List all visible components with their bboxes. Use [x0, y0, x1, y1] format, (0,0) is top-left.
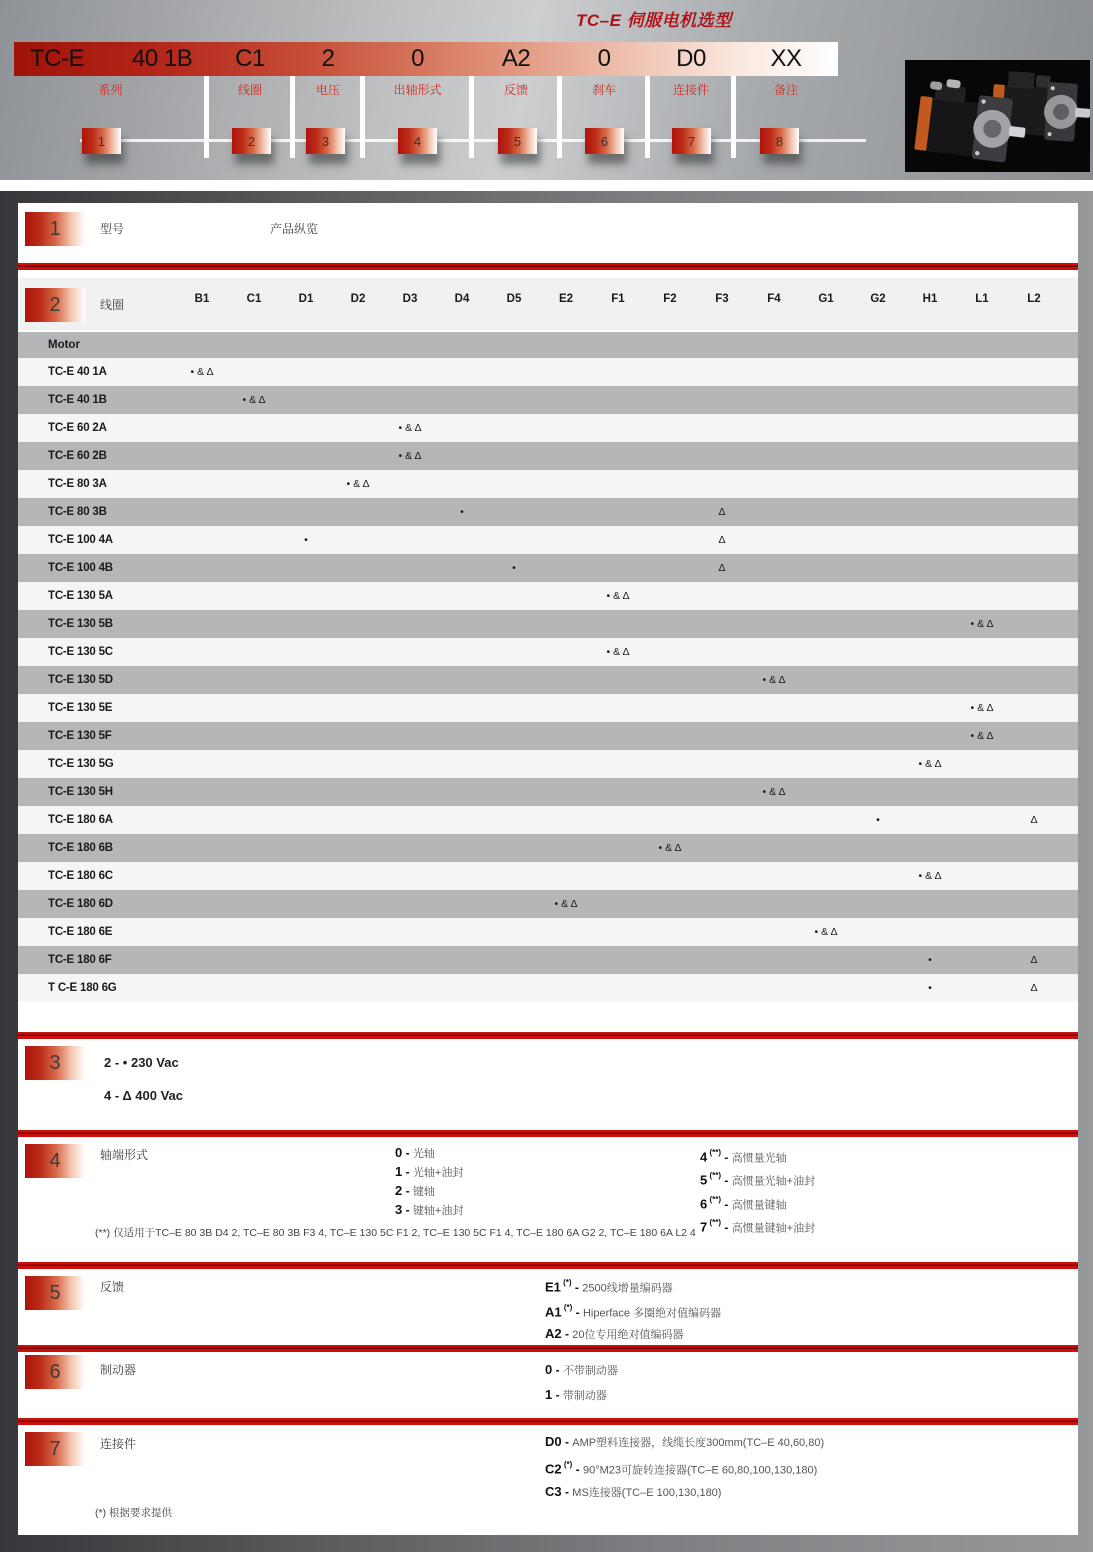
table-row — [18, 778, 1078, 806]
availability-mark-both: • & Δ — [190, 366, 214, 378]
coil-column-G1: G1 — [818, 293, 834, 305]
table-row — [18, 694, 1078, 722]
step-number-1: 1 — [82, 128, 121, 154]
segment-divider — [469, 76, 474, 158]
section-divider — [18, 1130, 1078, 1137]
model-segment-coil — [207, 42, 293, 76]
step-number-3: 3 — [306, 128, 345, 154]
label-coil: 线圈 — [237, 83, 262, 97]
motor-model-label: TC-E 180 6F — [48, 954, 112, 966]
segment-divider — [645, 76, 650, 158]
model-segment-connector — [648, 42, 734, 76]
segment-divider — [290, 76, 295, 158]
header-band — [0, 0, 1093, 180]
coil-columns — [18, 278, 1078, 330]
availability-mark-dot: • — [876, 814, 880, 826]
coil-column-F3: F3 — [715, 293, 729, 305]
motor-model-label: TC-E 40 1B — [48, 394, 107, 406]
connector-options — [545, 1431, 824, 1504]
model-code-bar — [14, 42, 838, 76]
coil-column-G2: G2 — [870, 293, 886, 305]
product-photo — [905, 60, 1090, 172]
availability-mark-both: • & Δ — [814, 926, 838, 938]
section-number-5: 5 — [25, 1276, 85, 1310]
feedback-code: A2 — [501, 45, 531, 72]
availability-mark-both: • & Δ — [762, 674, 786, 686]
model-segment-series — [14, 42, 207, 76]
availability-mark-both: • & Δ — [970, 702, 994, 714]
segment-divider — [731, 76, 736, 158]
option-4: 4 (**) - 高惯量光轴 — [700, 1148, 787, 1165]
motor-model-label: TC-E 80 3B — [48, 506, 107, 518]
motor-model-label: T C-E 180 6G — [48, 982, 117, 994]
motor-header-label: Motor — [48, 339, 80, 351]
option-1: 1 - 光轴+油封 — [395, 1164, 464, 1179]
table-row — [18, 834, 1078, 862]
motor-model-label: TC-E 130 5G — [48, 758, 114, 770]
table-row — [18, 750, 1078, 778]
option-2: 2 - 键轴 — [395, 1183, 435, 1198]
label-notes: 备注 — [773, 83, 798, 97]
option-1: 1 - 带制动器 — [545, 1387, 607, 1402]
availability-mark-both: • & Δ — [398, 422, 422, 434]
table-row — [18, 554, 1078, 582]
motor-model-label: TC-E 130 5A — [48, 590, 113, 602]
motor-model-label: TC-E 130 5B — [48, 618, 113, 630]
motor-model-label: TC-E 180 6E — [48, 926, 113, 938]
availability-mark-tri: Δ — [718, 534, 726, 546]
coil-column-F4: F4 — [767, 293, 781, 305]
model-segment-brake — [560, 42, 648, 76]
series-size-code: 40 1B — [132, 45, 193, 72]
coil-column-D2: D2 — [350, 293, 366, 305]
step-number-6: 6 — [585, 128, 624, 154]
table-row — [18, 890, 1078, 918]
availability-mark-both: • & Δ — [918, 758, 942, 770]
step-number-8: 8 — [760, 128, 799, 154]
availability-mark-dot: • — [928, 954, 932, 966]
brake-code: 0 — [597, 45, 611, 72]
divider-strip — [0, 180, 1093, 191]
motor-model-label: TC-E 100 4B — [48, 562, 113, 574]
coil-column-L1: L1 — [975, 293, 989, 305]
availability-mark-both: • & Δ — [398, 450, 422, 462]
label-voltage: 电压 — [315, 83, 340, 97]
shaft-footnote: (**) 仅适用于TC–E 80 3B D4 2, TC–E 80 3B F3 4, TC–E 130 5C F1 2, TC–E 130 5C F1 4, TC–E 180 6A G2 2, TC–E 180 6A L2 4 — [95, 1227, 696, 1239]
option-A2: A2 - 20位专用绝对值编码器 — [545, 1325, 684, 1341]
motor-model-label: TC-E 180 6B — [48, 842, 113, 854]
option-0: 0 - 不带制动器 — [545, 1362, 618, 1377]
section-label-feedback: 反馈 — [100, 1280, 125, 1294]
availability-mark-dot: • — [928, 982, 932, 994]
motor-model-label: TC-E 60 2B — [48, 450, 107, 462]
option-4: 4 - Δ 400 Vac — [104, 1088, 183, 1103]
motor-model-label: TC-E 130 5H — [48, 786, 113, 798]
table-row — [18, 498, 1078, 526]
notes-code: XX — [770, 45, 802, 72]
section-number-7: 7 — [25, 1432, 85, 1466]
table-row — [18, 722, 1078, 750]
table-row — [18, 918, 1078, 946]
segment-divider — [360, 76, 365, 158]
section-number-4: 4 — [25, 1144, 85, 1178]
table-row — [18, 526, 1078, 554]
option-D0: D0 - AMP塑料连接器，线缆长度300mm(TC–E 40,60,80) — [545, 1434, 825, 1449]
segment-divider — [557, 76, 562, 158]
coil-column-F2: F2 — [663, 293, 677, 305]
option-2: 2 - • 230 Vac — [104, 1055, 179, 1070]
model-segment-feedback — [472, 42, 560, 76]
option-E1: E1 (*) - 2500线增量编码器 — [545, 1278, 673, 1295]
table-row — [18, 582, 1078, 610]
table-row — [18, 442, 1078, 470]
table-row — [18, 862, 1078, 890]
option-6: 6 (**) - 高惯量键轴 — [700, 1194, 787, 1211]
availability-mark-both: • & Δ — [606, 590, 630, 602]
shaft-code: 0 — [411, 45, 424, 72]
availability-mark-both: • & Δ — [762, 786, 786, 798]
step-number-4: 4 — [398, 128, 437, 154]
table-row — [18, 610, 1078, 638]
motor-model-label: TC-E 180 6A — [48, 814, 113, 826]
motor-header-row — [18, 330, 1078, 358]
section-divider — [18, 263, 1078, 270]
shaft-options-right — [700, 1144, 815, 1237]
model-overview-text: 产品纵览 — [270, 222, 319, 236]
section-number-2: 2 — [25, 288, 85, 322]
availability-mark-dot: • — [460, 506, 464, 518]
coil-column-E2: E2 — [558, 293, 574, 305]
label-series: 系列 — [98, 83, 123, 97]
servo-motors-image — [905, 60, 1090, 172]
coil-column-F1: F1 — [611, 293, 625, 305]
motor-model-label: TC-E 100 4A — [48, 534, 113, 546]
motor-model-label: TC-E 60 2A — [48, 422, 107, 434]
label-shaft: 出轴形式 — [393, 83, 442, 97]
step-number-5: 5 — [498, 128, 537, 154]
availability-mark-tri: Δ — [1030, 814, 1038, 826]
horizontal-rule — [80, 139, 866, 142]
connector-footnote: (*) 根据要求提供 — [95, 1507, 172, 1519]
table-row — [18, 806, 1078, 834]
availability-mark-tri: Δ — [1030, 982, 1038, 994]
coil-column-D3: D3 — [402, 293, 418, 305]
availability-mark-both: • & Δ — [242, 394, 266, 406]
coil-column-H1: H1 — [922, 293, 938, 305]
motor-model-label: TC-E 130 5F — [48, 730, 112, 742]
section-number-3: 3 — [25, 1046, 85, 1080]
section-number-6: 6 — [25, 1355, 85, 1389]
motor-model-label: TC-E 130 5E — [48, 702, 113, 714]
availability-mark-dot: • — [304, 534, 308, 546]
availability-mark-both: • & Δ — [918, 870, 942, 882]
option-A1: A1 (*) - Hiperface 多圈绝对值编码器 — [545, 1303, 722, 1320]
section-number-1: 1 — [25, 212, 85, 246]
coil-column-L2: L2 — [1027, 293, 1041, 305]
content-panel — [18, 203, 1078, 1535]
table-row — [18, 386, 1078, 414]
motor-model-label: TC-E 40 1A — [48, 366, 107, 378]
label-connector: 连接件 — [672, 83, 709, 97]
model-segment-shaft — [363, 42, 472, 76]
table-row — [18, 974, 1078, 1002]
motor-model-label: TC-E 80 3A — [48, 478, 107, 490]
table-row — [18, 666, 1078, 694]
connector-code: D0 — [676, 45, 706, 72]
section-label-connector: 连接件 — [100, 1437, 137, 1451]
section-divider — [18, 1345, 1078, 1352]
option-0: 0 - 光轴 — [395, 1145, 435, 1160]
coil-column-D1: D1 — [298, 293, 314, 305]
section-divider — [18, 1032, 1078, 1039]
table-row — [18, 638, 1078, 666]
availability-mark-tri: Δ — [718, 562, 726, 574]
coil-column-D4: D4 — [454, 293, 470, 305]
availability-mark-both: • & Δ — [970, 730, 994, 742]
model-segment-voltage — [293, 42, 363, 76]
feedback-options — [545, 1273, 721, 1345]
availability-mark-dot: • — [512, 562, 516, 574]
section-divider — [18, 1418, 1078, 1425]
availability-mark-tri: Δ — [1030, 954, 1038, 966]
segment-divider — [204, 76, 209, 158]
model-segment-labels — [14, 81, 838, 98]
availability-mark-tri: Δ — [718, 506, 726, 518]
shaft-options-left — [395, 1144, 463, 1220]
table-row — [18, 358, 1078, 386]
label-feedback: 反馈 — [503, 83, 528, 97]
section-label-shaft: 轴端形式 — [100, 1148, 149, 1162]
section-divider — [18, 1262, 1078, 1269]
availability-mark-both: • & Δ — [606, 646, 630, 658]
option-3: 3 - 键轴+油封 — [395, 1202, 464, 1217]
availability-mark-both: • & Δ — [658, 842, 682, 854]
voltage-options — [104, 1046, 183, 1112]
option-C3: C3 - MS连接器(TC–E 100,130,180) — [545, 1484, 722, 1500]
step-number-7: 7 — [672, 128, 711, 154]
motor-model-label: TC-E 180 6C — [48, 870, 113, 882]
label-brake: 刹车 — [591, 83, 616, 97]
availability-mark-both: • & Δ — [554, 898, 578, 910]
brake-options — [545, 1358, 618, 1408]
table-row — [18, 946, 1078, 974]
page-title: TC–E 伺服电机选型 — [576, 11, 732, 30]
coil-column-B1: B1 — [194, 293, 210, 305]
motor-model-label: TC-E 180 6D — [48, 898, 113, 910]
model-segment-notes — [734, 42, 838, 76]
option-5: 5 (**) - 高惯量光轴+油封 — [700, 1171, 816, 1188]
option-7: 7 (**) - 高惯量键轴+油封 — [700, 1217, 816, 1235]
motor-model-label: TC-E 130 5D — [48, 674, 113, 686]
coil-column-D5: D5 — [506, 293, 522, 305]
series-code: TC-E — [30, 45, 84, 72]
section-label-coil: 线圈 — [100, 298, 125, 312]
table-row — [18, 414, 1078, 442]
table-row — [18, 470, 1078, 498]
option-C2: C2 (*) - 90°M23可旋转连接器(TC–E 60,80,100,130,180) — [545, 1460, 818, 1477]
availability-mark-both: • & Δ — [970, 618, 994, 630]
coil-column-C1: C1 — [246, 293, 262, 305]
step-number-2: 2 — [232, 128, 271, 154]
voltage-code: 2 — [321, 45, 335, 72]
motor-model-label: TC-E 130 5C — [48, 646, 113, 658]
availability-mark-both: • & Δ — [346, 478, 370, 490]
section-label-model: 型号 — [100, 222, 125, 236]
coil-code: C1 — [235, 45, 265, 72]
section-label-brake: 制动器 — [100, 1363, 137, 1377]
